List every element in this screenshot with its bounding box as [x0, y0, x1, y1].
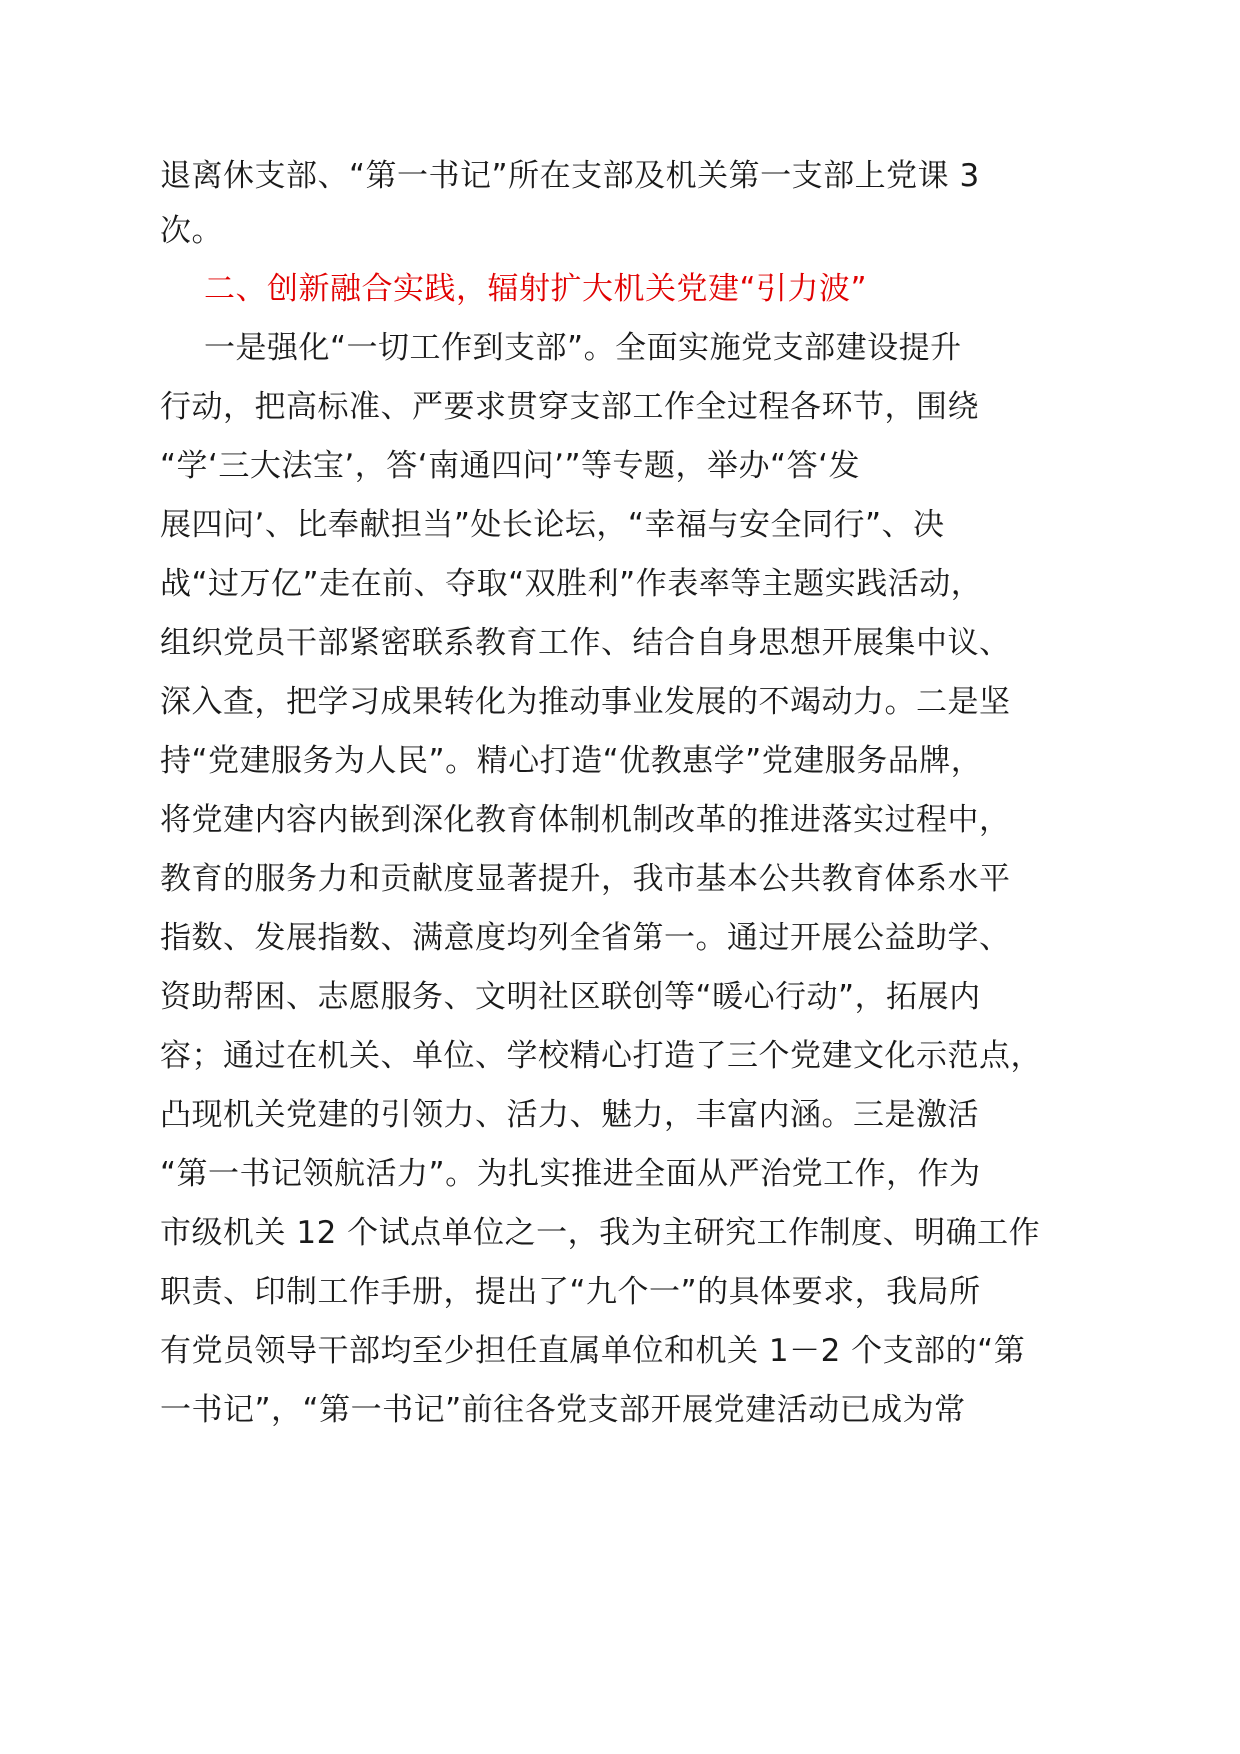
paragraph-line: 教育的服务力和贡献度显著提升，我市基本公共教育体系水平 — [160, 861, 1011, 897]
paragraph-line: 有党员领导干部均至少担任直属单位和机关 1－2 个支部的“第 — [160, 1333, 1026, 1369]
section-heading: 二、创新融合实践，辐射扩大机关党建“引力波” — [204, 271, 868, 307]
paragraph-line: 行动，把高标准、严要求贯穿支部工作全过程各环节，围绕 — [160, 389, 979, 425]
paragraph-line: 将党建内容内嵌到深化教育体制机制改革的推进落实过程中， — [160, 802, 1011, 838]
paragraph-line: “学‘三大法宝’，答‘南通四问’”等专题，举办“答‘发 — [160, 448, 860, 484]
paragraph-line: 展四问’、比奉献担当”处长论坛，“幸福与安全同行”、决 — [160, 507, 945, 543]
paragraph-line: 一书记”，“第一书记”前往各党支部开展党建活动已成为常 — [160, 1392, 966, 1428]
paragraph-line: 次。 — [160, 213, 223, 249]
paragraph-line: 深入查，把学习成果转化为推动事业发展的不竭动力。二是坚 — [160, 684, 1011, 720]
paragraph-line: 持“党建服务为人民”。精心打造“优教惠学”党建服务品牌， — [160, 743, 983, 779]
paragraph-line: 指数、发展指数、满意度均列全省第一。通过开展公益助学、 — [160, 920, 1011, 956]
paragraph-line: 职责、印制工作手册，提出了“九个一”的具体要求，我局所 — [160, 1274, 981, 1310]
paragraph-line: “第一书记领航活力”。为扎实推进全面从严治党工作，作为 — [160, 1156, 981, 1192]
paragraph-line: 一是强化“一切工作到支部”。全面实施党支部建设提升 — [204, 330, 962, 366]
paragraph-line: 退离休支部、“第一书记”所在支部及机关第一支部上党课 3 — [160, 158, 980, 194]
paragraph-line: 战“过万亿”走在前、夺取“双胜利”作表率等主题实践活动， — [160, 566, 983, 602]
paragraph-line: 组织党员干部紧密联系教育工作、结合自身思想开展集中议、 — [160, 625, 1011, 661]
paragraph-line: 凸现机关党建的引领力、活力、魅力，丰富内涵。三是激活 — [160, 1097, 979, 1133]
paragraph-line: 市级机关 12 个试点单位之一，我为主研究工作制度、明确工作 — [160, 1215, 1041, 1251]
paragraph-line: 资助帮困、志愿服务、文明社区联创等“暖心行动”，拓展内 — [160, 979, 981, 1015]
paragraph-line: 容；通过在机关、单位、学校精心打造了三个党建文化示范点， — [160, 1038, 1042, 1074]
